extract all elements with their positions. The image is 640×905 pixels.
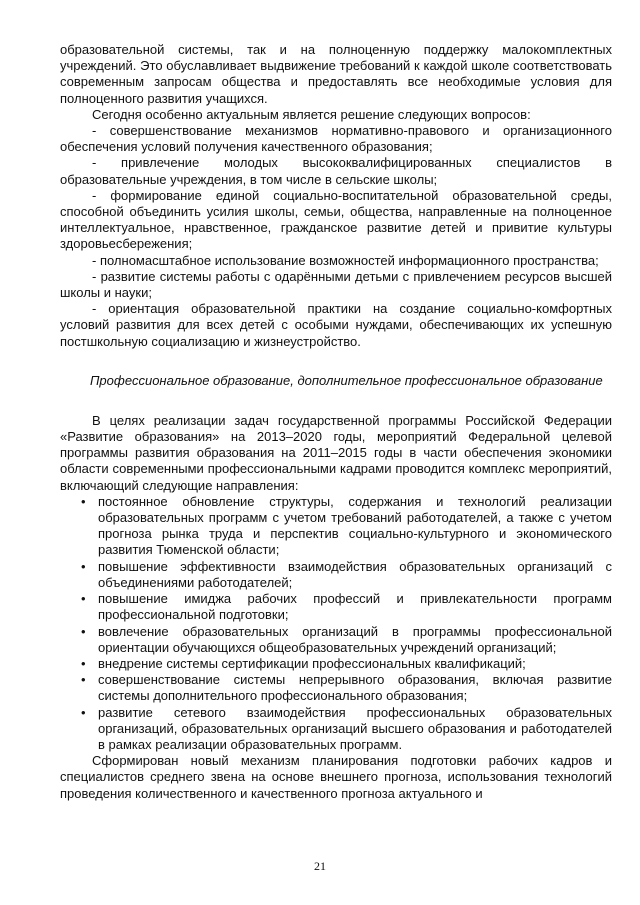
page-body [60, 42, 612, 802]
direction-item [60, 656, 612, 672]
issue-item: - развитие системы работы с одарёнными детьми с привлечением ресурсов высшей школы и науки; [60, 268, 612, 301]
issues-list [60, 123, 612, 350]
direction-item [60, 591, 612, 623]
closing-paragraph: Сформирован новый механизм планирования подготовки рабочих кадров и специалистов среднего звена на основе внешнего прогноза, использования технологий проведения количественного и качественного прогноза актуального и [60, 753, 612, 801]
direction-item [60, 672, 612, 704]
issue-item: - совершенствование механизмов нормативно-правового и организационного обеспечения условий получения качественного образования; [60, 123, 612, 155]
bullet-icon: • [81, 493, 86, 509]
bullet-icon: • [81, 591, 86, 607]
direction-text: внедрение системы сертификации профессиональных квалификаций; [98, 655, 526, 671]
direction-text: развитие сетевого взаимодействия профессиональных образовательных организаций, образовательных организаций высшего образования и работодателей в рамках реализации образовательных программ. [98, 704, 612, 752]
direction-item [60, 705, 612, 754]
section-intro: В целях реализации задач государственной программы Российской Федерации «Развитие образования» на 2013–2020 годы, мероприятий Федеральной целевой программы развития образования на 2011–2015 годы в части обеспечения экономики области современными профессиональными кадрами проводится комплекс мероприятий, включающий следующие направления: [60, 412, 612, 493]
direction-text: постоянное обновление структуры, содержания и технологий реализации образовательных программ с учетом требований работодателей, а также с учетом прогноза рынка труда и перспектив социально-культурного и экономического развития Тюменской области; [98, 493, 612, 558]
direction-text: совершенствование системы непрерывного образования, включая развитие системы дополнительного профессионального образования; [98, 672, 612, 704]
bullet-icon: • [81, 655, 86, 671]
intro-paragraph: образовательной системы, так и на полноценную поддержку малокомплектных учреждений. Это обуславливает выдвижение требований к каждой школе соответствовать современным запросам общества и предоставлять все необходимые условия для полноценного развития учащихся. [60, 42, 612, 106]
bullet-icon: • [81, 672, 86, 688]
issues-intro: Сегодня особенно актуальным является решение следующих вопросов: [92, 106, 531, 122]
section-title: Профессиональное образование, дополнительное профессиональное образование [90, 372, 603, 388]
bullet-icon: • [81, 623, 86, 639]
direction-text: повышение эффективности взаимодействия образовательных организаций с объединениями работодателей; [98, 558, 612, 590]
direction-item [60, 624, 612, 656]
page-number: 21 [314, 859, 326, 873]
issue-item: - привлечение молодых высококвалифицированных специалистов в образовательные учреждения, в том числе в сельские школы; [60, 155, 612, 187]
direction-item [60, 494, 612, 559]
direction-text: вовлечение образовательных организаций в программы профессиональной ориентации обучающихся общеобразовательных учреждений организаций; [98, 623, 612, 655]
issue-item: - ориентация образовательной практики на создание социально-комфортных условий развития для всех детей с особыми нуждами, обеспечивающих их успешную постшкольную социализацию и жизнеустройство. [60, 301, 612, 349]
directions-list [60, 494, 612, 753]
bullet-icon: • [81, 704, 86, 720]
direction-text: повышение имиджа рабочих профессий и привлекательности программ профессиональной подготовки; [98, 591, 612, 623]
direction-item [60, 559, 612, 591]
bullet-icon: • [81, 558, 86, 574]
issue-item: - формирование единой социально-воспитательной образовательной среды, способной объединить усилия школы, семьи, общества, направленные на полноценное интеллектуальное, нравственное, гражданское развитие детей и привитие культуры здоровьесбережения; [60, 187, 612, 252]
issue-item: - полномасштабное использование возможностей информационного пространства; [92, 252, 599, 268]
